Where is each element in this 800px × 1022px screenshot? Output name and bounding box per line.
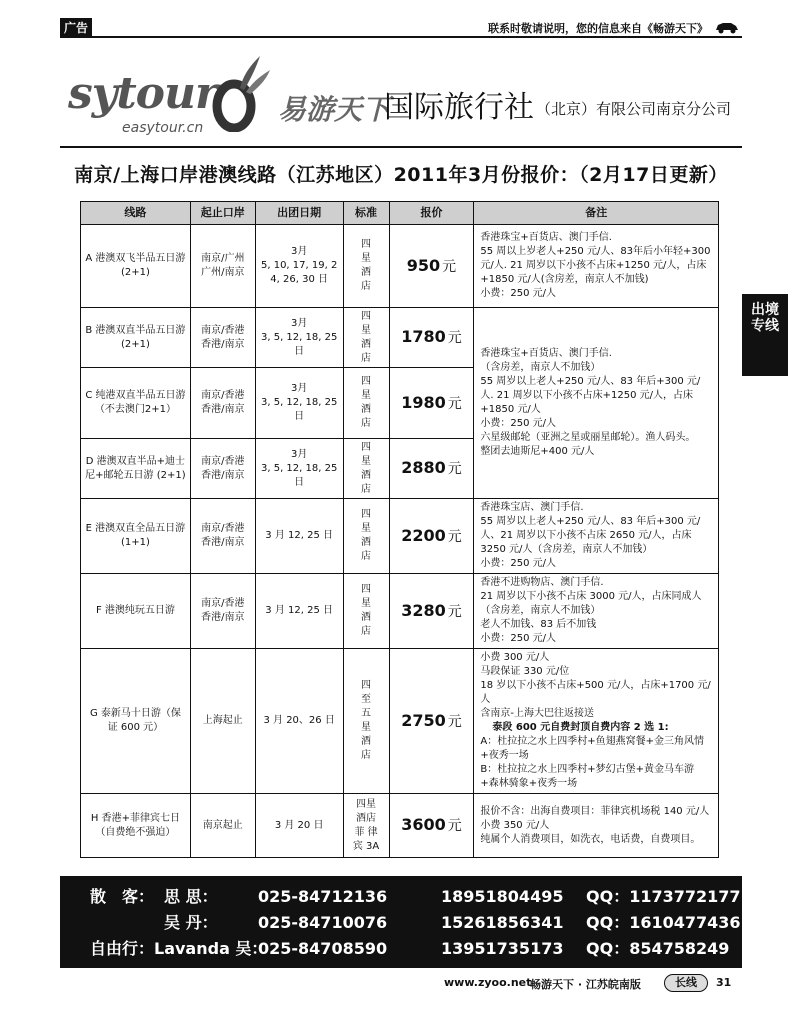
standard-cell: 四 至 五 星 酒 店 bbox=[343, 649, 389, 794]
notes-cell: 香港不进购物店、澳门手信. 21 周岁以下小孩不占床 3000 元/人，占床同成人 （含房差，南京人不加钱） 老人不加钱、83 后不加钱 小费：250 元/人 bbox=[474, 574, 719, 649]
footer-badge: 长线 bbox=[664, 974, 708, 992]
company-branch: （北京）有限公司南京分公司 bbox=[536, 100, 732, 118]
standard-cell: 四 星 酒 店 bbox=[343, 368, 389, 439]
section-side-tab: 出境 专线 bbox=[742, 294, 788, 376]
standard-cell: 四 星 酒 店 bbox=[343, 439, 389, 499]
port-cell: 南京/广州 广州/南京 bbox=[190, 225, 255, 308]
price-cell: 3600 元 bbox=[389, 794, 474, 858]
dates-cell: 3 月 20 日 bbox=[255, 794, 343, 858]
port-cell: 南京起止 bbox=[190, 794, 255, 858]
dates-cell: 3 月 12, 25 日 bbox=[255, 499, 343, 574]
notes-cell: 香港珠宝+百货店、澳门手信. 55 周以上岁老人+250 元/人、83年后小年轻+300 元/人. 21 周岁以下小孩不占床+1250 元/人，占床+1850 元/人(含房差，南京人不加钱) 小费：250 元/人 bbox=[474, 225, 719, 308]
port-cell: 南京/香港 香港/南京 bbox=[190, 574, 255, 649]
footer-url[interactable]: www.zyoo.net bbox=[444, 976, 532, 989]
standard-cell: 四 星 酒 店 bbox=[343, 225, 389, 308]
dates-cell: 3月 3, 5, 12, 18, 25 日 bbox=[255, 439, 343, 499]
pricing-table bbox=[80, 201, 719, 858]
col-header-dates: 出团日期 bbox=[255, 202, 343, 225]
top-note: 联系时敬请说明，您的信息来自《畅游天下》 bbox=[488, 22, 708, 35]
route-cell: F 港澳纯玩五日游 bbox=[81, 574, 191, 649]
dates-cell: 3月 5, 10, 17, 19, 2 4, 26, 30 日 bbox=[255, 225, 343, 308]
price-cell: 1780 元 bbox=[389, 308, 474, 368]
col-header-port: 起止口岸 bbox=[190, 202, 255, 225]
col-header-price: 报价 bbox=[389, 202, 474, 225]
dates-cell: 3 月 12, 25 日 bbox=[255, 574, 343, 649]
table-row bbox=[81, 574, 719, 649]
price-cell: 3280 元 bbox=[389, 574, 474, 649]
standard-cell: 四 星 酒 店 bbox=[343, 499, 389, 574]
dates-cell: 3月 3, 5, 12, 18, 25 日 bbox=[255, 308, 343, 368]
price-cell: 2200 元 bbox=[389, 499, 474, 574]
port-cell: 上海起止 bbox=[190, 649, 255, 794]
brand-logo-text: sytour bbox=[68, 68, 218, 119]
page-headline: 南京/上海口岸港澳线路（江苏地区）2011年3月份报价：（2月17日更新） bbox=[74, 164, 728, 186]
col-header-notes: 备注 bbox=[474, 202, 719, 225]
brand-chinese-name: 易游天下 bbox=[278, 93, 391, 126]
route-cell: G 泰新马十日游（保证 600 元） bbox=[81, 649, 191, 794]
route-cell: C 纯港双直半品五日游（不去澳门2+1） bbox=[81, 368, 191, 439]
notes-cell-shared: 香港珠宝+百货店、澳门手信. （含房差，南京人不加钱） 55 周岁以上老人+250 元/人、83 年后+300 元/人. 21 周岁以下小孩不占床+1250 元/人，占床+1850 元/人 小费：250 元/人 六星级邮轮（亚洲之星或丽星邮轮）。渔人码头。 整团去迪斯尼+400 元/人 bbox=[474, 308, 719, 499]
table-row bbox=[81, 794, 719, 858]
brand-leaf-icon bbox=[210, 54, 272, 132]
standard-cell: 四 星 酒 店 bbox=[343, 308, 389, 368]
col-header-route: 线路 bbox=[81, 202, 191, 225]
logo-header bbox=[60, 40, 742, 148]
brand-domain: easytour.cn bbox=[122, 120, 204, 136]
port-cell: 南京/香港 香港/南京 bbox=[190, 368, 255, 439]
notes-cell: 小费 300 元/人 马段保证 330 元/位 18 岁以下小孩不占床+500 元/人，占床+1700 元/人 含南京-上海大巴往返接送 泰段 600 元自费封顶自费内容 2 选 1: A：杜拉拉之水上四季村+鱼翅燕窝餐+金三角风情+夜秀一场 B：杜拉拉之水上四季村+梦幻古堡+黄金马车游+森林骑象+夜秀一场 bbox=[474, 649, 719, 794]
route-cell: E 港澳双直全品五日游 (1+1) bbox=[81, 499, 191, 574]
route-cell: D 港澳双直半品+迪士尼+邮轮五日游 (2+1) bbox=[81, 439, 191, 499]
contact-block bbox=[60, 876, 742, 968]
table-row bbox=[81, 308, 719, 368]
standard-cell: 四星 酒店 菲 律 宾 3A bbox=[343, 794, 389, 858]
ad-tag: 广告 bbox=[60, 18, 92, 38]
table-header-row bbox=[81, 202, 719, 225]
contact-row: 散 客： 思 思： 025-84712136 18951804495 QQ：1173772177 bbox=[90, 887, 741, 906]
port-cell: 南京/香港 香港/南京 bbox=[190, 499, 255, 574]
top-header-bar bbox=[60, 18, 742, 38]
price-cell: 2750 元 bbox=[389, 649, 474, 794]
notes-cell: 香港珠宝店、澳门手信. 55 周岁以上老人+250 元/人、83 年后+300 元/人、21 周岁以下小孩不占床 2650 元/人，占床 3250 元/人（含房差，南京人不加钱） 小费：250 元/人 bbox=[474, 499, 719, 574]
notes-cell: 报价不含：出海自费项目：菲律宾机场税 140 元/人 小费 350 元/人 纯属个人消费项目，如洗衣，电话费，自费项目。 bbox=[474, 794, 719, 858]
contact-row: 自由行：Lavanda 吴： 025-84708590 13951735173 QQ：854758249 bbox=[90, 939, 730, 958]
port-cell: 南京/香港 香港/南京 bbox=[190, 439, 255, 499]
price-cell: 1980 元 bbox=[389, 368, 474, 439]
car-icon bbox=[714, 20, 740, 34]
route-cell: A 港澳双飞半品五日游(2+1) bbox=[81, 225, 191, 308]
page-number: 31 bbox=[716, 976, 732, 989]
price-cell: 2880 元 bbox=[389, 439, 474, 499]
page-footer bbox=[60, 972, 742, 994]
dates-cell: 3月 3, 5, 12, 18, 25 日 bbox=[255, 368, 343, 439]
price-cell: 950 元 bbox=[389, 225, 474, 308]
standard-cell: 四 星 酒 店 bbox=[343, 574, 389, 649]
route-cell: B 港澳双直半品五日游(2+1) bbox=[81, 308, 191, 368]
port-cell: 南京/香港 香港/南京 bbox=[190, 308, 255, 368]
contact-row: 吴 丹： 025-84710076 15261856341 QQ：1610477436 bbox=[164, 913, 741, 932]
footer-publication: 畅游天下 · 江苏皖南版 bbox=[530, 978, 641, 991]
table-row bbox=[81, 499, 719, 574]
col-header-standard: 标准 bbox=[343, 202, 389, 225]
route-cell: H 香港+菲律宾七日（自费绝不强迫） bbox=[81, 794, 191, 858]
dates-cell: 3 月 20、26 日 bbox=[255, 649, 343, 794]
table-row bbox=[81, 225, 719, 308]
table-row bbox=[81, 649, 719, 794]
company-name: 国际旅行社 bbox=[384, 90, 534, 125]
